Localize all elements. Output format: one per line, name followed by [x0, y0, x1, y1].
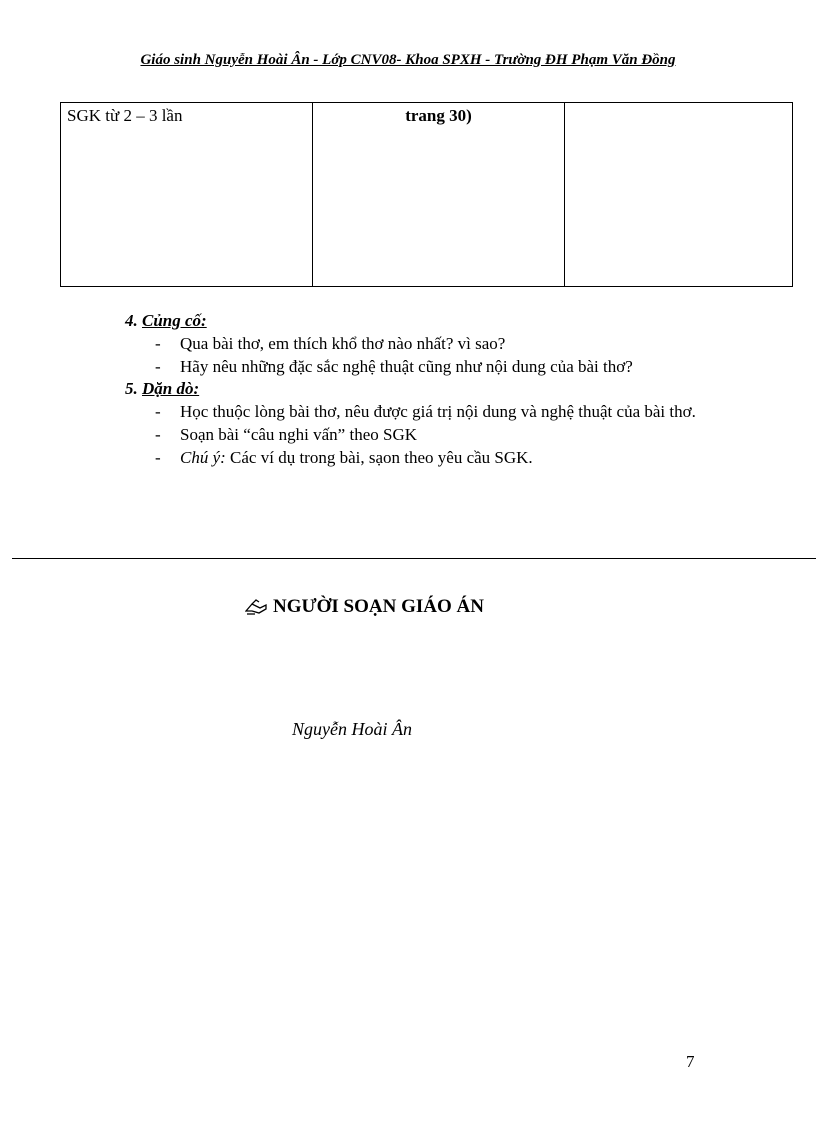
consolidation-section [125, 309, 725, 378]
signature-title: NGƯỜI SOẠN GIÁO ÁN [245, 596, 484, 618]
consolidation-heading [125, 309, 725, 332]
consolidation-title: Củng cố: [142, 311, 207, 330]
list-item: - Qua bài thơ, em thích khổ thơ nào nhất? vì sao? [155, 334, 506, 353]
table-cell-notes [565, 103, 793, 287]
homework-title: Dặn dò: [142, 379, 200, 398]
page-number: 7 [686, 1052, 695, 1071]
note-label: Chú ý: [180, 448, 226, 467]
consolidation-number: 4. [125, 311, 138, 330]
signature-name: Nguyễn Hoài Ân [292, 719, 412, 739]
homework-section [125, 377, 725, 469]
list-item: - Soạn bài “câu nghi vấn” theo SGK [155, 425, 417, 444]
table-cell-activity: SGK từ 2 – 3 lần [61, 103, 313, 287]
list-item: - Hãy nêu những đặc sắc nghệ thuật cũng như nội dung của bài thơ? [155, 357, 633, 376]
consolidation-list [125, 332, 725, 378]
list-item: - Chú ý: Các ví dụ trong bài, sạon theo yêu cầu SGK. [155, 448, 533, 467]
homework-list [125, 400, 725, 469]
homework-heading [125, 377, 725, 400]
lesson-table [60, 102, 793, 287]
horizontal-divider [12, 558, 816, 559]
note-text: Các ví dụ trong bài, sạon theo yêu cầu SGK. [230, 448, 533, 467]
list-item: - Học thuộc lòng bài thơ, nêu được giá trị nội dung và nghệ thuật của bài thơ. [155, 402, 696, 421]
table-cell-content: trang 30) [313, 103, 565, 287]
page-header: Giáo sinh Nguyễn Hoài Ân - Lớp CNV08- Khoa SPXH - Trường ĐH Phạm Văn Đồng [140, 52, 676, 68]
homework-number: 5. [125, 379, 138, 398]
writing-hand-icon [245, 599, 267, 615]
table-row [61, 103, 793, 287]
